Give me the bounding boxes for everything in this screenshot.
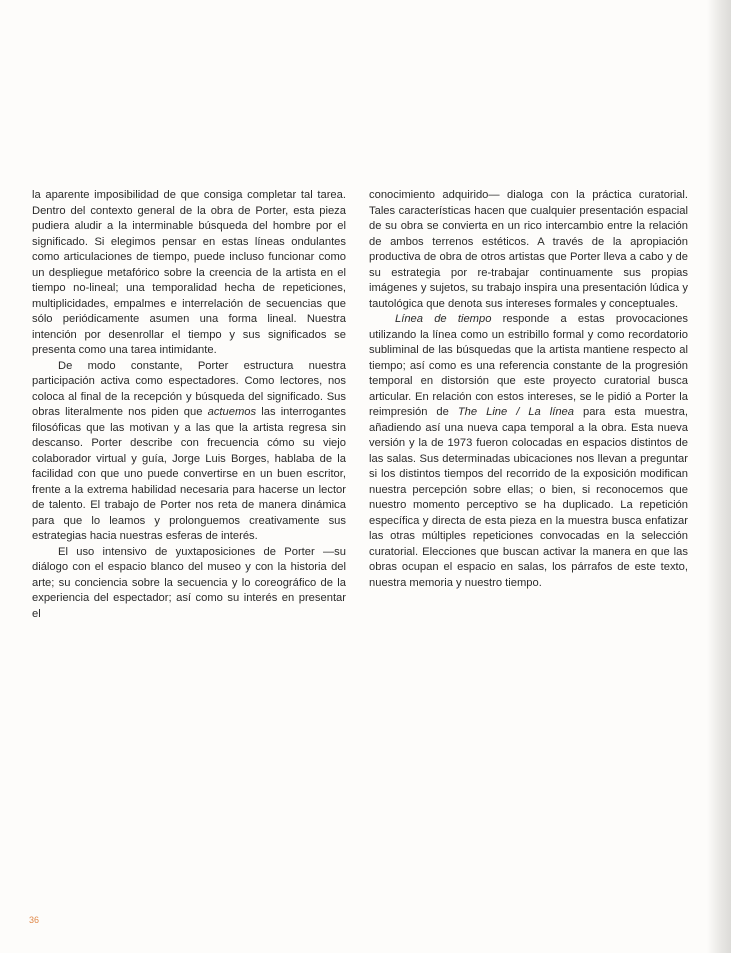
paragraph-4: conocimiento adquirido— dialoga con la práctica curatorial. Tales características hacen que cualquier presentación espacial de su obra se convierta en un rico intercambio entre la relación de ambos terrenos estéticos. A través de la apropiación productiva de obra de otros artistas que Porter lleva a cabo y de su estrategia por re-trabajar continuamente sus propias imágenes y sujetos, su trabajo inspira una presentación lúdica y tautológica que denota sus intereses formales y conceptuales. — [369, 189, 688, 310]
paragraph-5-text-a: responde a estas provocaciones utilizando la línea como un estribillo formal y como recordatorio subliminal de las búsquedas que la artista mantiene respecto al tiempo; así como es una referencia constante de la progresión temporal en distorsión que este proyecto curatorial busca articular. En relación con estos intereses, se le pidió a Porter la reimpresión de — [369, 313, 688, 418]
paragraph-2-text-b: las interrogantes filosóficas que las motivan y a las que la artista regresa sin descanso. Porter describe con frecuencia cómo su viejo colaborador virtual y guía, Jorge Luis Borges, hablaba de la facilidad con que uno puede convertirse en un buen escritor, frente a la extrema habilidad necesaria para hacerse un lector de talento. El trabajo de Porter nos reta de manera dinámica para que lo leamos y prolonguemos creativamente sus estrategias hacia nuestras esferas de interés. — [32, 406, 346, 542]
paragraph-2 — [32, 359, 346, 545]
paragraph-2-emphasis: actuemos — [207, 406, 257, 418]
page-edge-shadow — [707, 0, 731, 953]
paragraph-3: El uso intensivo de yuxtaposiciones de Porter —su diálogo con el espacio blanco del museo y con la historia del arte; su conciencia sobre la secuencia y lo coreográfico de la experiencia del espectador; así como su interés en presentar el — [32, 545, 346, 620]
work-title-linea-de-tiempo: Línea de tiempo — [395, 313, 492, 325]
page-number: 36 — [29, 915, 40, 925]
paragraph-1: la aparente imposibilidad de que consiga completar tal tarea. Dentro del contexto general de la obra de Porter, esta pieza pudiera aludir a la interminable búsqueda del hombre por el significado. Si elegimos pensar en estas líneas ondulantes como articulaciones de tiempo, puede incluso funcionar como un despliegue metafórico sobre la creencia de la artista en el tiempo no-lineal; una temporalidad hecha de repeticiones, multiplicidades, empalmes e interrelación de secuencias que sólo periódicamente asumen una forma lineal. Nuestra intención por desenrollar el tiempo y sus significados se presenta como una tarea intimidante. — [32, 189, 346, 356]
paragraph-5 — [369, 312, 688, 591]
right-text-column — [369, 188, 688, 591]
paragraph-5-text-b: para esta muestra, añadiendo así una nueva capa temporal a la obra. Esta nueva versión y la de 1973 fueron colocadas en espacios distintos de las salas. Sus determinadas ubicaciones nos llevan a preguntar si los distintos tiempos del recorrido de la exposición modifican nuestra percepción sobre ellas; o bien, si reconocemos que nuestro momento perceptivo se ha duplicado. La repetición específica y directa de esta pieza en la muestra busca enfatizar las otras múltiples repeticiones convocadas en la selección curatorial. Elecciones que buscan activar la manera en que las obras ocupan el espacio en salas, los párrafos de este texto, nuestra memoria y nuestro tiempo. — [369, 406, 688, 589]
left-text-column — [32, 188, 346, 622]
work-title-the-line: The Line / La línea — [457, 406, 574, 418]
paragraph-2-text-a: De modo constante, Porter estructura nuestra participación activa como espectadores. Como lectores, nos coloca al final de la recepción y búsqueda del significado. Sus obras literalmente nos piden que — [32, 359, 346, 418]
